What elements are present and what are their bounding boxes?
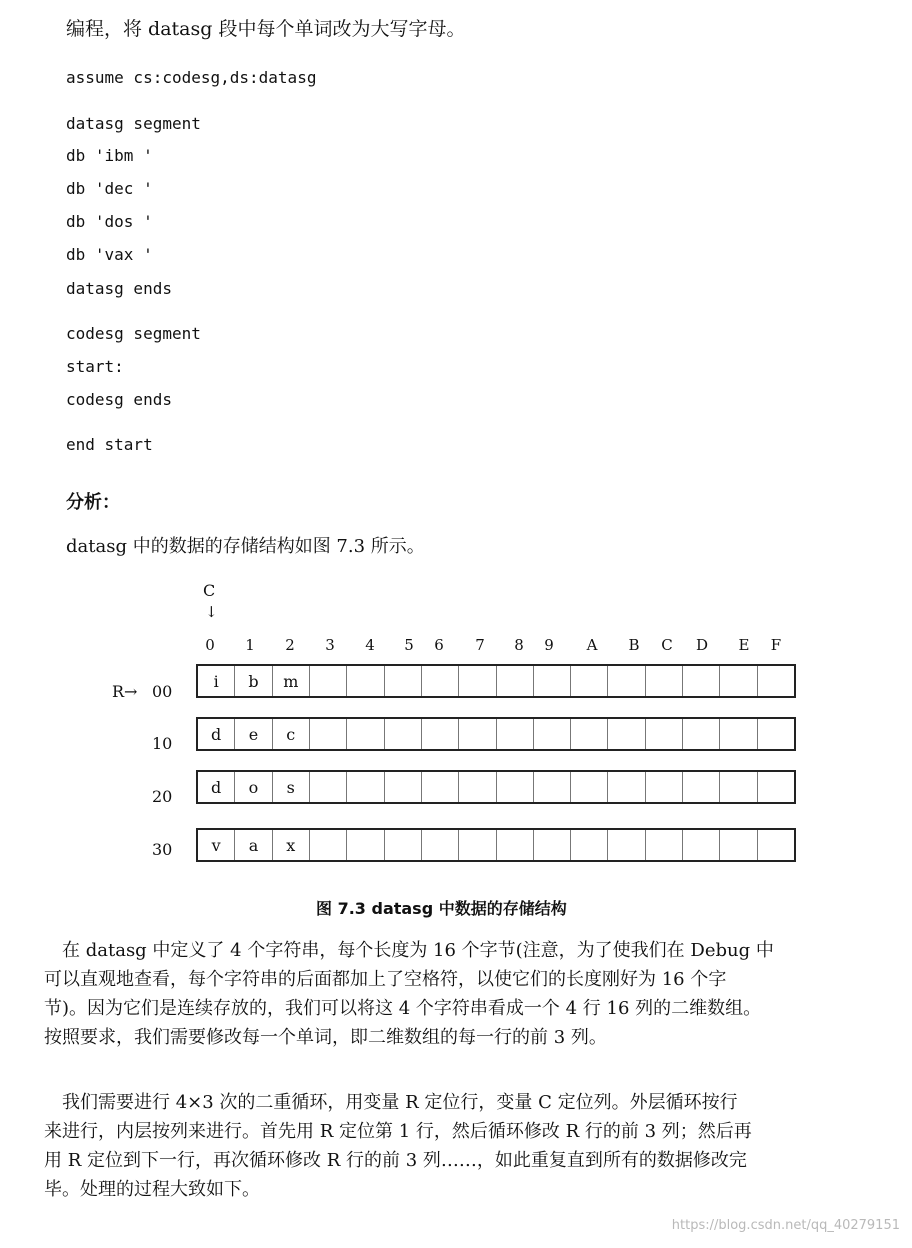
- code-line: end start: [66, 435, 153, 454]
- code-line: datasg segment: [66, 114, 201, 133]
- memory-cell: o: [235, 772, 272, 802]
- memory-cell: [347, 830, 384, 860]
- memory-cell: [683, 719, 720, 749]
- code-line: db 'ibm ': [66, 146, 153, 165]
- memory-cell: [347, 666, 384, 696]
- memory-row: [196, 828, 796, 862]
- memory-cell: [310, 719, 347, 749]
- memory-cell: [571, 666, 608, 696]
- memory-cell: i: [198, 666, 235, 696]
- row-marker: R→: [112, 682, 138, 701]
- memory-cell: [497, 719, 534, 749]
- memory-cell: d: [198, 719, 235, 749]
- memory-cell: [608, 830, 645, 860]
- memory-cell: [534, 719, 571, 749]
- code-line: codesg ends: [66, 390, 172, 409]
- memory-cell: [422, 830, 459, 860]
- memory-cell: [571, 772, 608, 802]
- memory-cell: x: [273, 830, 310, 860]
- memory-cell: m: [273, 666, 310, 696]
- paragraph: [44, 936, 904, 1052]
- memory-cell: [310, 666, 347, 696]
- code-line: assume cs:codesg,ds:datasg: [66, 68, 317, 87]
- paragraph-line: 我们需要进行 4×3 次的二重循环，用变量 R 定位行，变量 C 定位列。外层循环按行: [62, 1092, 738, 1113]
- memory-cell: [497, 772, 534, 802]
- memory-cell: [534, 772, 571, 802]
- paragraph-line: 毕。处理的过程大致如下。: [44, 1179, 260, 1200]
- figure-caption: 图 7.3 datasg 中数据的存储结构: [316, 899, 567, 918]
- paragraph-line: 在 datasg 中定义了 4 个字符串，每个长度为 16 个字节(注意，为了使我们在 Debug 中: [62, 940, 774, 961]
- column-header: 3: [325, 636, 335, 654]
- memory-cell: [646, 666, 683, 696]
- memory-cell: [385, 830, 422, 860]
- column-header: 5: [404, 636, 414, 654]
- column-header: 4: [365, 636, 375, 654]
- memory-cell: a: [235, 830, 272, 860]
- code-line: datasg ends: [66, 279, 172, 298]
- analysis-text: datasg 中的数据的存储结构如图 7.3 所示。: [66, 536, 425, 557]
- column-header: C: [661, 636, 673, 654]
- column-header: 9: [544, 636, 554, 654]
- paragraph-line: 节)。因为它们是连续存放的，我们可以将这 4 个字符串看成一个 4 行 16 列的二维数组。: [44, 998, 762, 1019]
- memory-cell: d: [198, 772, 235, 802]
- memory-cell: [422, 719, 459, 749]
- memory-cell: c: [273, 719, 310, 749]
- memory-cell: [720, 719, 757, 749]
- code-line: db 'dec ': [66, 179, 153, 198]
- column-header: F: [770, 636, 782, 654]
- column-header: A: [586, 636, 598, 654]
- memory-cell: [683, 772, 720, 802]
- memory-cell: [347, 772, 384, 802]
- paragraph: [44, 1088, 904, 1204]
- memory-cell: [720, 666, 757, 696]
- memory-cell: [646, 772, 683, 802]
- memory-cell: e: [235, 719, 272, 749]
- memory-cell: [608, 772, 645, 802]
- memory-cell: [758, 666, 794, 696]
- memory-cell: [310, 772, 347, 802]
- memory-cell: [608, 719, 645, 749]
- memory-cell: [347, 719, 384, 749]
- memory-cell: [534, 666, 571, 696]
- row-label: 10: [152, 734, 173, 753]
- column-header: 6: [434, 636, 444, 654]
- memory-cell: [683, 830, 720, 860]
- intro-text: 编程，将 datasg 段中每个单词改为大写字母。: [66, 18, 466, 40]
- memory-cell: [422, 666, 459, 696]
- code-line: codesg segment: [66, 324, 201, 343]
- memory-cell: [459, 666, 496, 696]
- paragraph-line: 来进行，内层按列来进行。首先用 R 定位第 1 行，然后循环修改 R 行的前 3 列；然后再: [44, 1121, 752, 1142]
- memory-cell: [459, 772, 496, 802]
- memory-cell: [385, 719, 422, 749]
- memory-cell: [758, 772, 794, 802]
- memory-cell: [534, 830, 571, 860]
- paragraph-line: 按照要求，我们需要修改每一个单词，即二维数组的每一行的前 3 列。: [44, 1027, 607, 1048]
- down-arrow-icon: ↓: [205, 603, 218, 621]
- paragraph-line: 用 R 定位到下一行，再次循环修改 R 行的前 3 列……，如此重复直到所有的数据修改完: [44, 1150, 747, 1171]
- code-line: db 'vax ': [66, 245, 153, 264]
- memory-cell: [310, 830, 347, 860]
- memory-cell: [497, 830, 534, 860]
- watermark: https://blog.csdn.net/qq_40279151: [671, 1218, 900, 1233]
- column-header: E: [738, 636, 750, 654]
- column-header: D: [695, 636, 709, 654]
- memory-cell: v: [198, 830, 235, 860]
- row-label: 20: [152, 787, 173, 806]
- code-line: start:: [66, 357, 124, 376]
- memory-cell: [646, 719, 683, 749]
- memory-cell: [385, 772, 422, 802]
- memory-cell: [497, 666, 534, 696]
- column-header: B: [628, 636, 640, 654]
- memory-row: [196, 770, 796, 804]
- memory-cell: [459, 719, 496, 749]
- memory-cell: [720, 830, 757, 860]
- memory-cell: b: [235, 666, 272, 696]
- column-header: 8: [514, 636, 524, 654]
- paragraph-line: 可以直观地查看，每个字符串的后面都加上了空格符，以使它们的长度刚好为 16 个字: [44, 969, 727, 990]
- memory-cell: [758, 830, 794, 860]
- memory-cell: [571, 830, 608, 860]
- memory-cell: [646, 830, 683, 860]
- memory-cell: [571, 719, 608, 749]
- column-header: 1: [245, 636, 255, 654]
- analysis-heading: 分析：: [66, 492, 120, 513]
- memory-row: [196, 717, 796, 751]
- code-line: db 'dos ': [66, 212, 153, 231]
- column-header: 2: [285, 636, 295, 654]
- memory-cell: [758, 719, 794, 749]
- column-header: 7: [475, 636, 485, 654]
- memory-cell: [683, 666, 720, 696]
- memory-cell: [720, 772, 757, 802]
- row-label: 30: [152, 840, 173, 859]
- column-marker: C: [203, 581, 216, 600]
- memory-cell: [608, 666, 645, 696]
- memory-row: [196, 664, 796, 698]
- memory-cell: [385, 666, 422, 696]
- memory-cell: [422, 772, 459, 802]
- row-label: 00: [152, 682, 173, 701]
- column-header: 0: [205, 636, 215, 654]
- memory-cell: [459, 830, 496, 860]
- memory-cell: s: [273, 772, 310, 802]
